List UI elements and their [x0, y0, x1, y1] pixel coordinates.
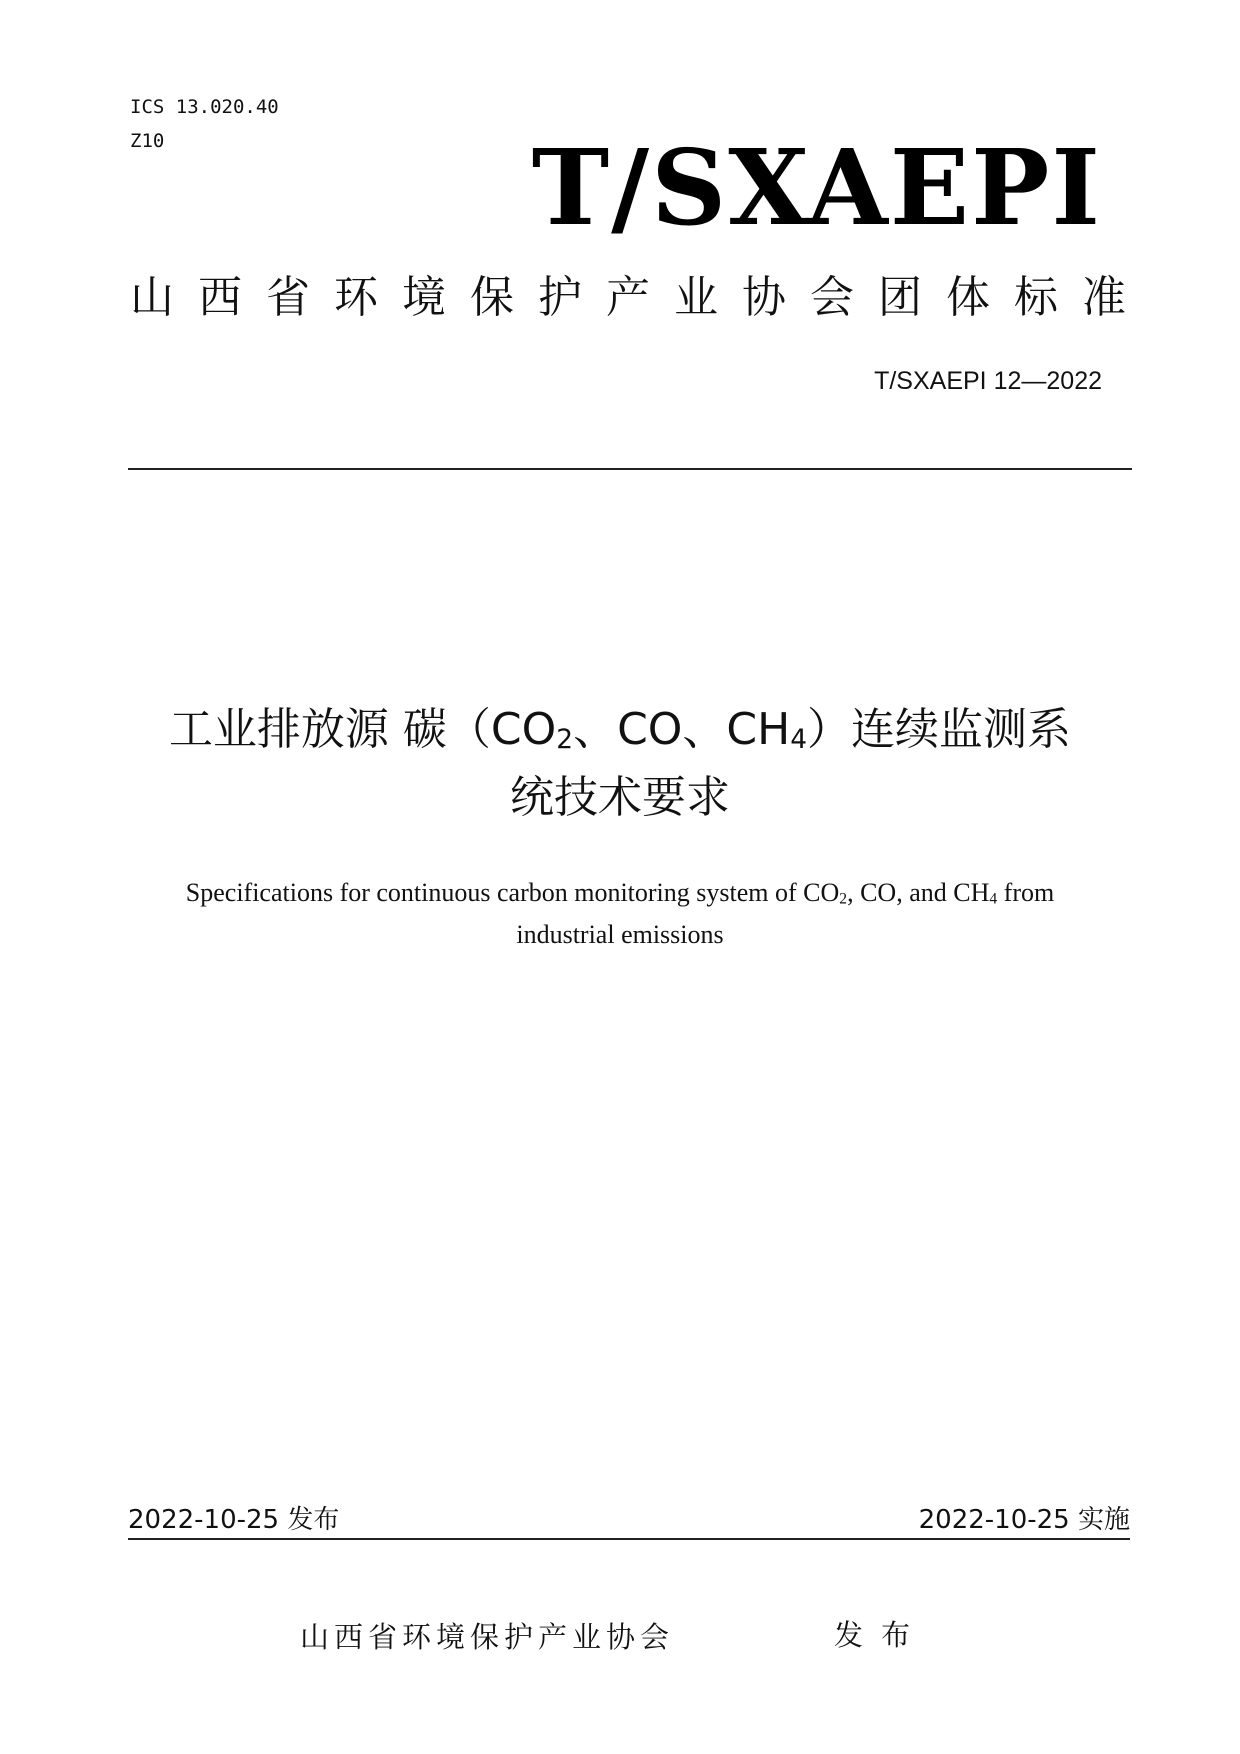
ccs-code: Z10 — [130, 130, 165, 152]
classification-codes — [130, 90, 279, 158]
ics-code: ICS 13.020.40 — [130, 96, 279, 118]
org-standard-title: 山西省环境保护产业协会团体标准 — [130, 272, 1150, 323]
standard-series-logo: T/SXAEPI — [531, 126, 1102, 249]
chinese-title — [90, 696, 1150, 832]
top-divider — [128, 468, 1132, 470]
english-title — [90, 872, 1150, 956]
chinese-title-line-2: 统技术要求 — [510, 772, 730, 823]
implementation-date: 2022-10-25 实施 — [918, 1505, 1130, 1535]
publisher-name: 山西省环境保护产业协会 — [300, 1620, 675, 1654]
chinese-title-line-1: 工业排放源 碳（$CO_2$、CO、$CH_4$）连续监测系 — [168, 704, 1072, 755]
publish-label: 发布 — [834, 1618, 929, 1652]
issue-date: 2022-10-25 发布 — [128, 1505, 340, 1535]
english-title-line-2: industrial emissions — [516, 920, 724, 949]
standard-number: T/SXAEPI 12—2022 — [874, 367, 1102, 395]
english-title-line-1: Specifications for continuous carbon monitoring system of $CO_2$, CO, and $CH_4$ from — [185, 878, 1055, 908]
bottom-divider — [128, 1538, 1130, 1540]
